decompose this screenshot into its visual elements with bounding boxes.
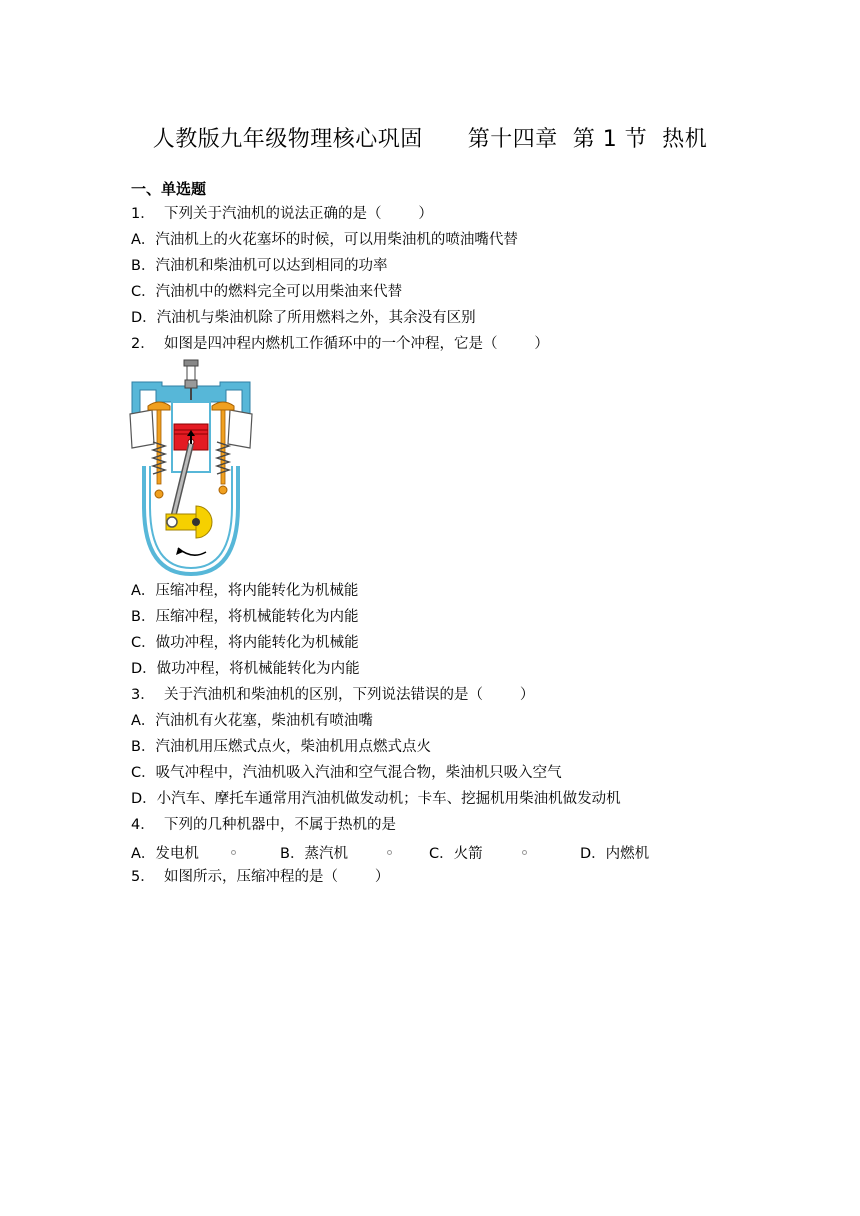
question-1-option-d: D．汽油机与柴油机除了所用燃料之外，其余没有区别 bbox=[131, 310, 476, 326]
option-image-placeholder bbox=[522, 850, 527, 855]
section-heading: 一、单选题 bbox=[131, 180, 207, 198]
question-4-option-c: C．火箭 bbox=[429, 846, 483, 862]
four-stroke-engine-diagram bbox=[128, 356, 254, 578]
question-4-option-a: A．发电机 bbox=[131, 846, 199, 862]
option-image-placeholder bbox=[387, 850, 392, 855]
question-4-option-d: D．内燃机 bbox=[580, 846, 650, 862]
question-1-stem: 1． 下列关于汽油机的说法正确的是（ ） bbox=[131, 206, 433, 222]
question-4-option-b: B．蒸汽机 bbox=[280, 846, 348, 862]
question-2-option-b: B．压缩冲程，将机械能转化为内能 bbox=[131, 609, 359, 625]
question-4-options bbox=[131, 842, 691, 860]
question-1-option-c: C．汽油机中的燃料完全可以用柴油来代替 bbox=[131, 284, 403, 300]
question-3-option-c: C．吸气冲程中，汽油机吸入汽油和空气混合物，柴油机只吸入空气 bbox=[131, 765, 562, 781]
intake-port bbox=[130, 410, 154, 448]
question-3-option-b: B．汽油机用压燃式点火，柴油机用点燃式点火 bbox=[131, 739, 431, 755]
question-3-stem: 3． 关于汽油机和柴油机的区别，下列说法错误的是（ ） bbox=[131, 687, 535, 703]
question-1-option-b: B．汽油机和柴油机可以达到相同的功率 bbox=[131, 258, 388, 274]
question-4-stem: 4． 下列的几种机器中，不属于热机的是 bbox=[131, 817, 396, 833]
question-3-option-d: D．小汽车、摩托车通常用汽油机做发动机；卡车、挖掘机用柴油机做发动机 bbox=[131, 791, 621, 807]
question-1-option-a: A．汽油机上的火花塞坏的时候，可以用柴油机的喷油嘴代替 bbox=[131, 232, 518, 248]
question-5-stem: 5． 如图所示，压缩冲程的是（ ） bbox=[131, 869, 390, 885]
option-image-placeholder bbox=[231, 850, 236, 855]
question-2-option-c: C．做功冲程，将内能转化为机械能 bbox=[131, 635, 359, 651]
question-3-option-a: A．汽油机有火花塞，柴油机有喷油嘴 bbox=[131, 713, 373, 729]
exhaust-port bbox=[228, 410, 252, 448]
question-2-option-d: D．做功冲程，将机械能转化为内能 bbox=[131, 661, 360, 677]
question-2-stem: 2． 如图是四冲程内燃机工作循环中的一个冲程，它是（ ） bbox=[131, 336, 549, 352]
question-2-option-a: A．压缩冲程，将内能转化为机械能 bbox=[131, 583, 359, 599]
page-title: 人教版九年级物理核心巩固 第十四章 第 1 节 热机 bbox=[152, 127, 708, 152]
